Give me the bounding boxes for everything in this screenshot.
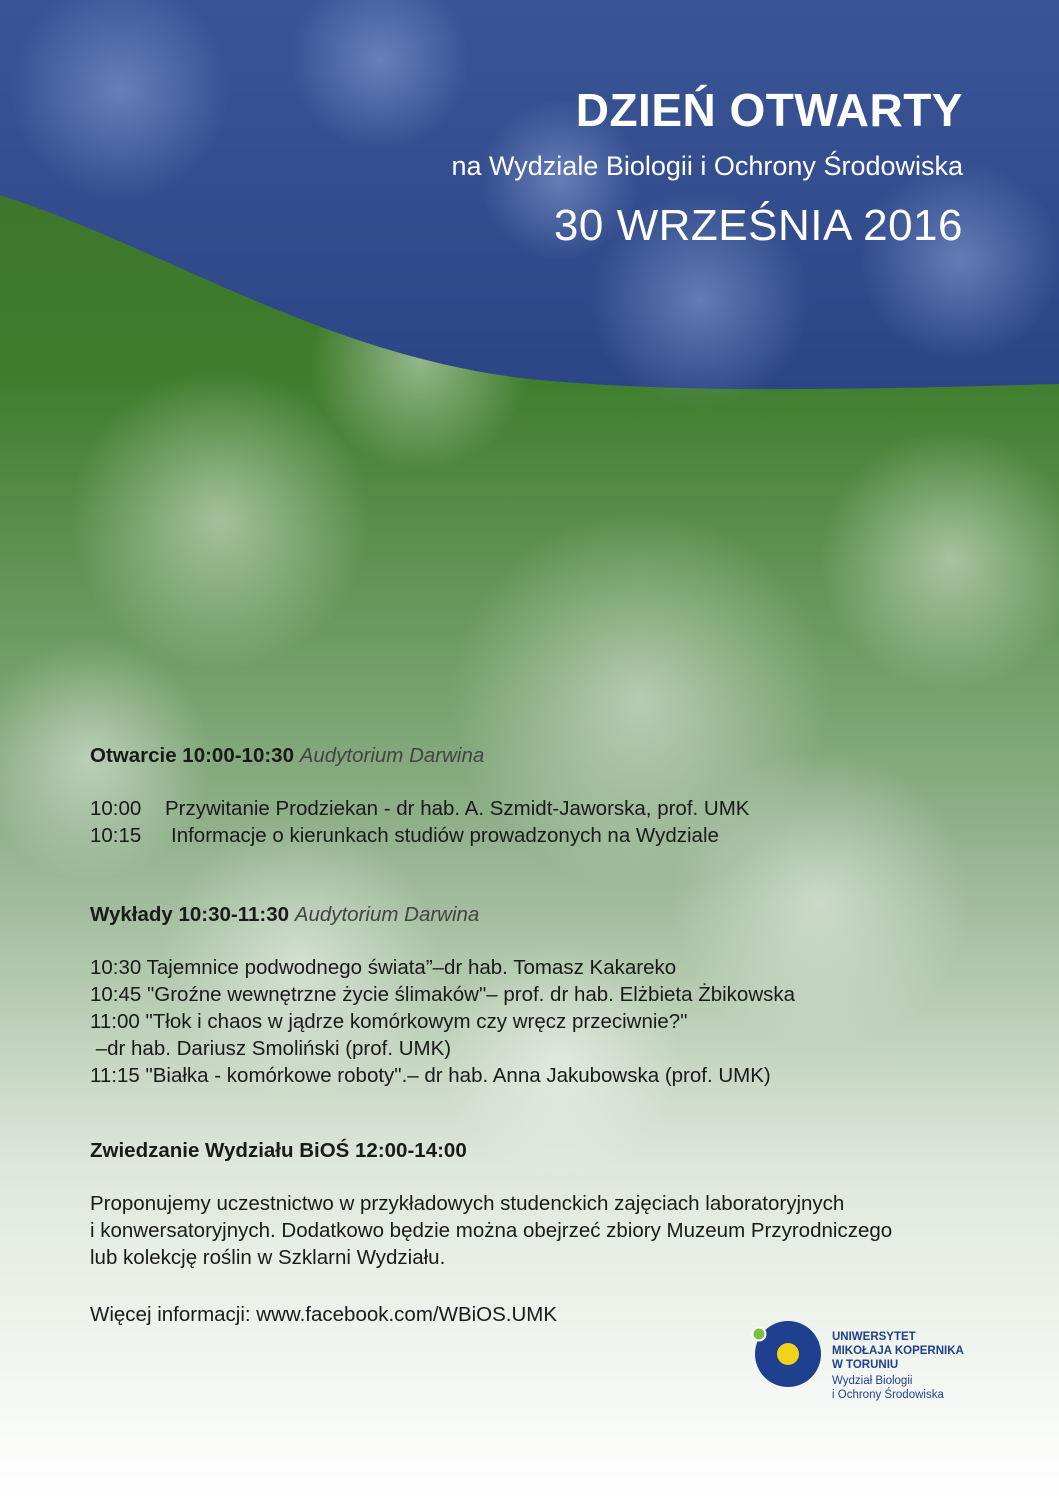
lecture-line: 11:00 "Tłok i chaos w jądrze komórkowym czy wręcz przeciwnie?" [90,1010,688,1033]
event-title: DZIEŃ OTWARTY [575,84,963,136]
logo-line: UNIWERSYTET [832,1331,916,1343]
lectures-heading [90,901,990,928]
opening-title: Otwarcie 10:00-10:30 [90,744,294,767]
lectures-section [90,901,990,1089]
umk-logo-icon [750,1318,822,1390]
item-time: 10:00 [90,797,142,820]
tour-section [90,1137,990,1271]
logo-line: i Ochrony Środowiska [832,1389,944,1401]
logo-text [832,1330,964,1402]
lectures-place: Audytorium Darwina [294,903,480,926]
tour-line: lub kolekcję roślin w Szklarni Wydziału. [90,1246,446,1269]
logo-line: Wydział Biologii [832,1375,913,1387]
logo-line: W TORUNIU [832,1359,899,1371]
header [452,82,963,252]
tour-heading: Zwiedzanie Wydziału BiOŚ 12:00-14:00 [90,1139,467,1162]
opening-place: Audytorium Darwina [299,744,485,767]
tour-line: i konwersatoryjnych. Dodatkowo będzie można obejrzeć zbiory Muzeum Przyrodniczego [90,1219,893,1242]
lecture-line: 10:45 "Groźne wewnętrzne życie ślimaków"– prof. dr hab. Elżbieta Żbikowska [90,983,796,1006]
lecture-line: –dr hab. Dariusz Smoliński (prof. UMK) [90,1037,452,1060]
event-date: 30 WRZEŚNIA 2016 [553,201,963,250]
opening-heading [90,742,990,769]
item-text: Informacje o kierunkach studiów prowadzonych na Wydziale [171,824,719,847]
more-info-link[interactable]: Więcej informacji: www.facebook.com/WBiOS.UMK [90,1303,558,1326]
tour-line: Proponujemy uczestnictwo w przykładowych studenckich zajęciach laboratoryjnych [90,1192,845,1215]
program-line [90,795,990,822]
item-text: Przywitanie Prodziekan - dr hab. A. Szmidt-Jaworska, prof. UMK [165,797,750,820]
lecture-line: 11:15 "Białka - komórkowe roboty".– dr hab. Anna Jakubowska (prof. UMK) [90,1064,771,1087]
event-subtitle: na Wydziale Biologii i Ochrony Środowiska [451,151,963,181]
university-logo [750,1318,990,1414]
program-line [90,822,990,849]
opening-section [90,742,990,849]
lecture-line: 10:30 Tajemnice podwodnego świata”–dr hab. Tomasz Kakareko [90,956,677,979]
item-time: 10:15 [90,824,142,847]
lectures-title: Wykłady 10:30-11:30 [90,903,290,926]
program [90,742,990,1328]
logo-line: MIKOŁAJA KOPERNIKA [832,1345,964,1357]
